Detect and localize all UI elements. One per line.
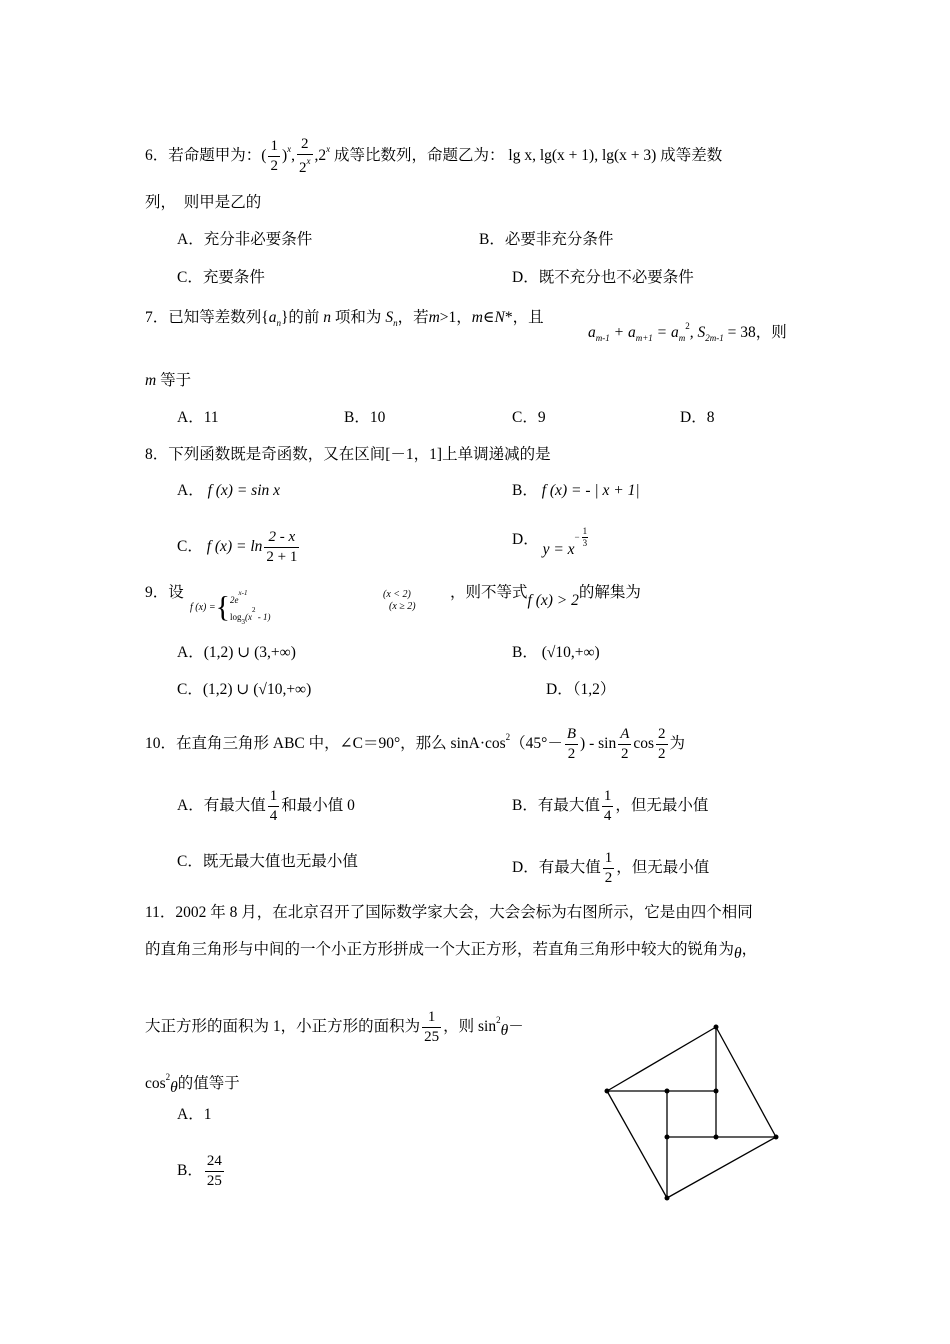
q7-then: ，则 xyxy=(755,324,787,341)
q11-b-frac xyxy=(205,1154,224,1189)
q8-option-a xyxy=(177,481,280,501)
q9-text1: 设 xyxy=(168,584,184,601)
q10-number: 10． xyxy=(145,735,177,753)
q10-d-pre: D．有最大值 xyxy=(512,859,601,877)
q7-cond-sub1: m-1 xyxy=(595,333,610,343)
q10-a-post: 和最小值 0 xyxy=(281,797,355,815)
q9-p2: log xyxy=(230,612,242,622)
q9-p2-tail: - 1) xyxy=(255,612,271,622)
q7-cond-sub2: m+1 xyxy=(635,333,653,343)
q9-number: 9． xyxy=(145,584,169,601)
vertex xyxy=(665,1196,670,1201)
q7-cont xyxy=(145,371,191,391)
q11-line2-end: ， xyxy=(741,941,758,958)
q11-line1: 11．2002 年 8 月，在北京召开了国际数学家大会，大会会标为右图所示，它是由四个相同 xyxy=(145,904,753,921)
q7-cond-S: , S xyxy=(689,324,706,341)
q6-option-d: D．既不充分也不必要条件 xyxy=(512,269,694,286)
q7-Sn-sub: n xyxy=(393,318,398,328)
q7-option-c: C．9 xyxy=(512,409,546,426)
q11-theta2: θ xyxy=(500,1022,509,1040)
q11-option-a: A．1 xyxy=(177,1106,212,1123)
q9-p1-exp: x-1 xyxy=(238,589,248,597)
q9-p2-sup: 2 xyxy=(252,606,256,614)
q8-option-b xyxy=(512,481,640,501)
q10-frac3 xyxy=(656,727,668,762)
outer-edge-top xyxy=(607,1027,716,1091)
q10-b-num: 1 xyxy=(602,789,614,807)
q7-option-a: A．11 xyxy=(177,409,219,426)
q10-text5: 为 xyxy=(669,735,686,753)
q7-text3: 项和为 xyxy=(334,309,382,326)
q10-d-frac xyxy=(603,851,615,886)
q10-d-den: 2 xyxy=(604,870,613,886)
q11-line3 xyxy=(145,1010,524,1045)
pinwheel-square-figure xyxy=(590,1015,800,1215)
q7-number: 7． xyxy=(145,309,169,326)
q9-fx: f (x) = xyxy=(190,601,216,613)
q6-logs-end: 成等差数 xyxy=(660,147,723,165)
q11-b-den: 25 xyxy=(206,1173,222,1189)
q9-conditions xyxy=(383,589,416,613)
q7-option-b: B．10 xyxy=(344,409,386,426)
q8-b-label: B． xyxy=(512,482,538,499)
q7-cond-eq: = a xyxy=(652,324,679,341)
q8-c-num: 2 - x xyxy=(264,530,299,548)
q11-line2-text: 的直角三角形与中间的一个小正方形拼成一个大正方形，若直角三角形中较大的锐角为 xyxy=(145,941,735,958)
q9-piecewise: f $(x) =\{2e^{x-1}$ $\log_3(x^2 - 1)$ xyxy=(190,589,271,626)
vertex xyxy=(714,1089,719,1094)
q10-frac2-num: A xyxy=(618,727,631,745)
q7-condition xyxy=(588,316,787,348)
q7-Sn: S xyxy=(385,309,394,326)
q9-ineq: f (x) > 2 xyxy=(527,592,579,609)
q9-pieces xyxy=(230,588,271,627)
q10-a-num: 1 xyxy=(268,789,280,807)
vertex xyxy=(714,1025,719,1030)
q8-stem xyxy=(145,445,551,465)
q9-text2: ，则不等式 xyxy=(450,584,528,601)
q7-cond-sub3: m xyxy=(678,333,686,343)
q11-sup: 2 xyxy=(496,1015,501,1026)
q10-text3: ) - sin xyxy=(580,735,617,753)
q11-line4 xyxy=(145,1067,240,1094)
q6-option-c: C．充要条件 xyxy=(177,269,265,286)
q11-b-num: 24 xyxy=(205,1154,224,1172)
q11-theta3: θ xyxy=(170,1079,178,1096)
q9-stem-end xyxy=(450,583,641,609)
q10-b-pre: B．有最大值 xyxy=(512,797,600,815)
q8-text: 下列函数既是奇函数，又在区间[－1，1]上单调递减的是 xyxy=(168,446,551,463)
q10-frac3-num: 2 xyxy=(656,727,668,745)
q11-sup2: 2 xyxy=(165,1072,171,1082)
q6-option-a: A．充分非必要条件 xyxy=(177,231,313,248)
q8-option-d xyxy=(512,526,590,558)
q10-option-c: C．既无最大值也无最小值 xyxy=(177,853,358,870)
q10-text1: 在直角三角形 ABC 中，∠C＝90°，那么 sinA·cos xyxy=(176,735,506,753)
q10-b-post: ，但无最小值 xyxy=(615,797,709,815)
q10-frac1 xyxy=(565,727,578,762)
q8-b-expr: f (x) = - | x + 1| xyxy=(541,482,640,499)
q9-b-expr: (√10,+∞) xyxy=(541,644,600,661)
q9-p1: 2e xyxy=(230,595,239,605)
q7-cond-a: a xyxy=(588,324,596,341)
vertex xyxy=(774,1135,779,1140)
q10-b-frac xyxy=(602,789,614,824)
q6-frac2-den-base: 2 xyxy=(299,160,307,176)
vertex xyxy=(665,1135,670,1140)
q7-text6: ∈ xyxy=(482,309,495,326)
q10-text4: cos xyxy=(633,735,655,753)
q7-an-sub: n xyxy=(276,318,281,328)
q8-number: 8． xyxy=(145,446,169,463)
q9-b-label: B． xyxy=(512,644,538,661)
q6-frac-num: 1 xyxy=(268,139,280,157)
q11-frac-den: 25 xyxy=(424,1029,440,1045)
q10-frac3-den: 2 xyxy=(658,746,666,762)
q7-option-d: D．8 xyxy=(680,409,715,426)
q7-cond-eq38: = 38 xyxy=(723,324,756,341)
q10-d-num: 1 xyxy=(603,851,615,869)
q7-text4: ，若 xyxy=(397,309,429,326)
q11-frac-num: 1 xyxy=(422,1010,441,1028)
q9-piece2 xyxy=(230,606,271,626)
q7-cond-plus: + a xyxy=(609,324,636,341)
q8-c-den: 2 + 1 xyxy=(266,549,298,565)
q6-frac-den: 2 xyxy=(270,158,278,174)
q10-option-a xyxy=(177,789,355,824)
q11-frac xyxy=(422,1010,441,1045)
q8-d-expr: y = x xyxy=(542,541,575,558)
q7-n: n xyxy=(323,309,332,326)
q9-text3: 的解集为 xyxy=(578,584,641,601)
q8-c-label: C． xyxy=(177,538,203,556)
q9-option-a: A．(1,2) ∪ (3,+∞) xyxy=(177,644,296,661)
q8-a-expr: f (x) = sin x xyxy=(207,482,281,499)
q6-cont: 列， 则甲是乙的 xyxy=(145,194,262,211)
q10-option-b xyxy=(512,789,708,824)
q10-frac1-den: 2 xyxy=(567,746,576,762)
q11-line3-mid: ，则 sin xyxy=(443,1018,497,1036)
q6-stem: 6．若命题甲为：( $\frac{1}{2}$ )$^x$, $\frac{2}{2^x}$ ,2$^x$ 成等比数列，命题乙为： lg x, lg(x + 1), lg(x + 3) 成等差数 xyxy=(145,136,723,176)
q6-seq-tail: 2 xyxy=(318,147,327,165)
q7-stem xyxy=(145,308,544,333)
q8-option-c xyxy=(177,530,301,565)
q6-logs: lg x, lg(x + 1), lg(x + 3) xyxy=(508,147,657,165)
q7-text7: *，且 xyxy=(504,309,544,326)
vertex xyxy=(714,1135,719,1140)
q6-option-b: B．必要非充分条件 xyxy=(479,231,614,248)
q9-p2-arg: (x xyxy=(245,612,253,622)
q11-option-b xyxy=(177,1154,226,1189)
q11-b-label: B． xyxy=(177,1162,203,1180)
q10-b-den: 4 xyxy=(603,808,612,824)
q10-d-post: ，但无最小值 xyxy=(616,859,710,877)
q11-line4-end: 的值等于 xyxy=(177,1075,240,1092)
q8-c-pre: f (x) = ln xyxy=(206,538,263,556)
q10-frac2 xyxy=(618,727,631,762)
q10-frac2-den: 2 xyxy=(621,746,629,762)
q10-a-den: 4 xyxy=(269,808,278,824)
q11-theta: θ xyxy=(734,945,742,962)
q6-frac2-den: 2$^x$ xyxy=(299,156,311,176)
outer-edge-right xyxy=(716,1027,776,1137)
q7-text5: >1， xyxy=(439,309,472,326)
q8-d-exp-num: 1 xyxy=(582,526,588,537)
q9-cond1: (x < 2) xyxy=(383,589,411,600)
q10-text2: （45°－ xyxy=(510,735,563,753)
q11-line3-end: － xyxy=(508,1018,524,1036)
q8-d-exp-minus: − xyxy=(574,532,580,542)
q7-text1: 已知等差数列{ xyxy=(168,309,269,326)
q7-an: a xyxy=(268,309,277,326)
q9-p2-sub: 3 xyxy=(241,618,246,626)
q10-a-frac xyxy=(268,789,280,824)
q6-number: 6． xyxy=(145,147,169,165)
q9-option-b xyxy=(512,643,600,663)
q6-frac2-num: 2 xyxy=(297,137,313,155)
q7-cont-text: 等于 xyxy=(160,372,192,389)
q10-frac1-num: B xyxy=(565,727,578,745)
q8-c-frac xyxy=(264,530,299,565)
q11-line3-pre: 大正方形的面积为 1，小正方形的面积为 xyxy=(145,1018,421,1036)
q9-cond2: (x ≥ 2) xyxy=(389,601,416,612)
q7-m2: m xyxy=(471,309,483,326)
q6-exp: x xyxy=(287,144,292,155)
q7-m1: m xyxy=(428,309,440,326)
q10-a-pre: A．有最大值 xyxy=(177,797,266,815)
q11-line4-pre: cos xyxy=(145,1075,166,1092)
q7-cond-sub4: 2m-1 xyxy=(705,333,724,343)
q8-d-label: D． xyxy=(512,531,539,548)
vertex xyxy=(605,1089,610,1094)
q6-intro: 若命题甲为： xyxy=(168,147,262,165)
q8-d-exp-frac xyxy=(582,527,589,548)
q7-N: N xyxy=(494,309,505,326)
q10-option-d xyxy=(512,851,709,886)
q7-cond-sup: 2 xyxy=(685,321,690,331)
outer-edge-left xyxy=(607,1091,667,1198)
q9-piece1 xyxy=(230,589,248,605)
q7-cont-m: m xyxy=(145,372,157,389)
q9-option-c: C．(1,2) ∪ (√10,+∞) xyxy=(177,681,312,698)
q6-frac-2over2x xyxy=(297,137,313,176)
q6-seq-end: 成等比数列，命题乙为： xyxy=(334,147,505,165)
q10-stem xyxy=(145,727,685,762)
q7-text2: }的前 xyxy=(280,309,320,326)
q8-a-label: A． xyxy=(177,482,204,499)
outer-edge-bottom xyxy=(667,1137,776,1198)
q6-frac-half xyxy=(268,139,280,174)
q9-stem xyxy=(145,583,184,603)
q10-sup: 2 xyxy=(505,732,511,743)
q11-line2 xyxy=(145,940,757,960)
q9-option-d: D．（1,2） xyxy=(546,681,616,698)
vertex xyxy=(665,1089,670,1094)
q8-d-exp-den: 3 xyxy=(582,538,588,549)
